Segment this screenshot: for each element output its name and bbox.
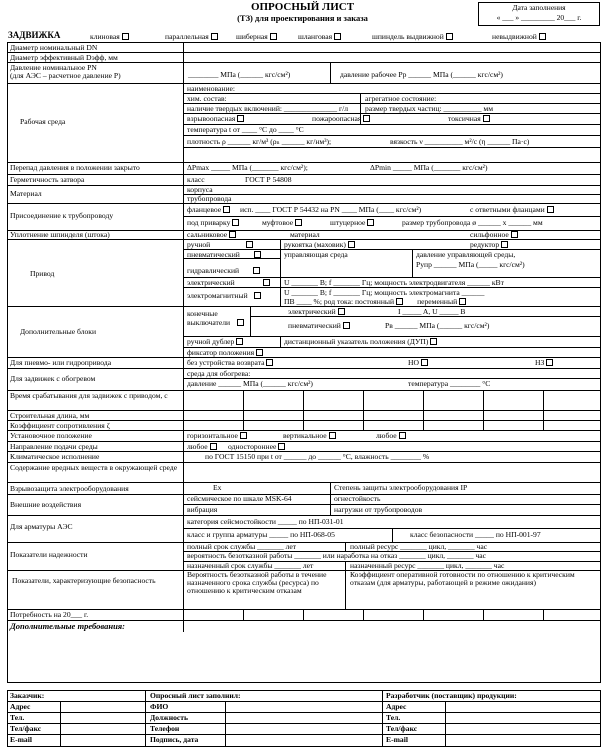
seal-material[interactable]: материал [290, 230, 320, 239]
climate-value[interactable]: по ГОСТ 15150 при t от ______ до ______ °С, влажность ________ % [205, 452, 430, 461]
checkbox[interactable] [211, 33, 218, 40]
pn-text: Давление номинальное PN [10, 63, 97, 72]
install-vertical[interactable] [283, 432, 336, 440]
drive-em[interactable] [187, 292, 261, 300]
reliab-assigned-life[interactable]: назначенный срок службы _______ лет [187, 561, 314, 570]
drive-reducer[interactable] [470, 241, 508, 249]
checkbox[interactable] [237, 115, 244, 122]
blocks-label: Дополнительные блоки [20, 327, 97, 336]
medium-name[interactable]: наименование: [187, 84, 235, 93]
checkbox[interactable] [223, 206, 230, 213]
checkbox[interactable] [253, 267, 260, 274]
weld-option[interactable] [187, 219, 239, 227]
reliab-assigned-res[interactable]: назначенный ресурс _______ цикл, _______ час [350, 561, 505, 570]
drive-em-current: ПВ ____ %; род тока: постоянный [284, 297, 395, 306]
valve-type-gate[interactable] [236, 33, 277, 41]
dp-min[interactable]: ΔPmin _____ МПа (_______ кгс/см²) [370, 163, 488, 172]
checkbox[interactable] [343, 322, 350, 329]
fire-option[interactable] [312, 115, 370, 123]
rule [7, 723, 601, 724]
bellows-label: сильфонное [470, 230, 509, 239]
customer-fax[interactable]: Тел/факс [10, 724, 42, 733]
checkbox[interactable] [396, 298, 403, 305]
checkbox[interactable] [237, 319, 244, 326]
limit-switches[interactable] [187, 310, 244, 327]
pin-option[interactable] [330, 219, 374, 227]
rule [543, 609, 544, 620]
checkbox[interactable] [511, 231, 518, 238]
developer-email[interactable]: E-mail [386, 735, 408, 744]
medium-visc[interactable]: вязкость ν __________ м²/с (η ______ Па·с) [390, 137, 530, 146]
coupling-option[interactable] [262, 219, 302, 227]
medium-temp[interactable]: температура t от ____ °С до ____ °С [187, 125, 304, 134]
checkbox[interactable] [338, 308, 345, 315]
resist-label: Коэффициент сопротивления ζ [10, 421, 110, 430]
dn-text: Диаметр номинальный DN [10, 43, 98, 52]
ext-label: Внешние воздействия [10, 500, 82, 509]
seal-label: Уплотнение шпинделя (штока) [10, 230, 110, 239]
rule [543, 390, 544, 430]
coupling-label: муфтовое [262, 218, 294, 227]
rule [345, 561, 346, 570]
valve-type-nonrising[interactable] [492, 33, 546, 41]
heated-label: Для задвижек с обогревом [10, 374, 96, 383]
flow-label: Направление подачи среды [10, 442, 98, 451]
deff-text: Диаметр эффективный Dэфф, мм [10, 53, 118, 62]
rule [423, 609, 424, 620]
checkbox[interactable] [547, 206, 554, 213]
checkbox[interactable] [122, 33, 129, 40]
rule [392, 528, 393, 542]
material-pipe[interactable]: трубопровода [187, 194, 232, 203]
valve-type-parallel[interactable] [165, 33, 218, 41]
checkbox[interactable] [539, 33, 546, 40]
flow-one[interactable] [228, 443, 285, 451]
heated-medium[interactable]: среда для обогрева: [187, 369, 251, 378]
ex-label: Взрывозащита электрооборудования [10, 484, 129, 493]
checkbox[interactable] [254, 292, 261, 299]
drive-pneumatic[interactable] [187, 251, 261, 259]
rule [183, 249, 601, 250]
drive-control-medium[interactable]: управляющая среда [284, 250, 348, 259]
date-label: Дата заполнения [512, 3, 566, 12]
fire-label: пожароопасная [312, 114, 362, 123]
install-any[interactable] [376, 432, 406, 440]
customer-phone[interactable]: Тел. [10, 713, 25, 722]
rule [330, 482, 331, 515]
pn-note: (для АЭС – расчетное давление P) [10, 70, 121, 80]
frame-label-divider [183, 42, 184, 632]
rule [7, 494, 601, 495]
install-vertical-label: вертикальное [283, 431, 327, 440]
deff-label [10, 54, 170, 62]
ext-seismic[interactable]: сейсмическое по шкале MSK-64 [187, 494, 292, 503]
reliab-full-res[interactable]: полный ресурс _______ цикл, _______ час [350, 542, 488, 551]
valve-type-label: невыдвижной [492, 32, 537, 41]
medium-aggr[interactable]: агрегатное состояние: [365, 94, 437, 103]
drive-electric-label: электрический [187, 278, 235, 287]
flow-one-label: одностороннее [228, 442, 277, 451]
rule [183, 216, 601, 217]
install-horizontal-label: горизонтальное [187, 431, 238, 440]
rule [183, 194, 601, 195]
fixer-label: фиксатор положения [187, 348, 255, 357]
material-label: Материал [10, 189, 42, 198]
rule [363, 609, 364, 620]
checkbox[interactable] [232, 219, 239, 226]
rule [445, 701, 446, 746]
filled-signature[interactable]: Подпись, дата [150, 735, 199, 744]
rule [7, 482, 601, 483]
drive-em-variable: переменный [417, 297, 458, 306]
valve-type-row [8, 31, 60, 40]
customer-label: Заказчик: [10, 691, 45, 700]
checkbox[interactable] [263, 279, 270, 286]
rule [345, 542, 346, 551]
rule [7, 746, 601, 747]
rule [7, 542, 601, 543]
toxic-option[interactable] [448, 115, 490, 123]
rule [7, 368, 601, 369]
pn-value[interactable]: ________ МПа (______ кгс/см²) [188, 70, 291, 79]
nz-label: НЗ [535, 358, 545, 367]
normally-open[interactable] [408, 359, 428, 367]
reliab-full-life[interactable]: полный срок службы _______ лет [187, 542, 297, 551]
drive-electric-params[interactable]: U _______ B; f _______ Гц; мощность электродвигателя ______ кВт [284, 278, 504, 287]
climate-label: Климатическое исполнение [10, 452, 100, 461]
time-label: Время срабатывания для задвижек с приводом, с [10, 391, 168, 400]
flange-label: фланцевое [187, 205, 222, 214]
blocks-electric-label: электрический [288, 307, 336, 316]
heated-temp[interactable]: температура ________ °С [408, 379, 491, 388]
flow-any-label: любое [187, 442, 208, 451]
npp-label: Для арматуры АЭС [10, 522, 73, 531]
pr-value[interactable]: давление рабочее Pp ______ МПа (______ кгс/см²) [340, 70, 503, 79]
material-body[interactable]: корпуса [187, 185, 213, 194]
checkbox[interactable] [236, 338, 243, 345]
install-label: Установочное положение [10, 431, 92, 440]
checkbox[interactable] [399, 432, 406, 439]
drive-ctrl-pressure: давление управляющей среды, [416, 250, 516, 259]
ext-loads[interactable]: нагрузки от трубопроводов [334, 505, 423, 514]
medium-chem[interactable]: хим. состав: [187, 94, 227, 103]
valve-type-wedge[interactable] [90, 33, 129, 41]
drive-em-params2[interactable] [284, 298, 466, 306]
manual-backup[interactable] [187, 338, 243, 346]
filled-fio[interactable]: ФИО [150, 702, 169, 711]
date-value: « ___ » _________ 20___ г. [496, 12, 582, 22]
dn-label [10, 44, 170, 52]
blocks-pb[interactable]: Pв ______ МПа (______ кгс/см²) [385, 321, 490, 330]
pin-label: штуцерное [330, 218, 366, 227]
rule [7, 701, 601, 702]
drive-pneumatic-label: пневматический [187, 250, 240, 259]
frame-right [600, 42, 601, 682]
medium-solids[interactable]: наличие твердых включений: ______________ г/л [187, 104, 348, 113]
drive-manual-label: ручной [187, 240, 211, 249]
heated-pressure[interactable]: давление ______ МПа (______ кгс/см²) [187, 379, 313, 388]
position-fixer[interactable] [187, 349, 263, 357]
valve-type-label: шпиндель выдвижной [372, 32, 444, 41]
checkbox[interactable] [278, 443, 285, 450]
filled-phone[interactable]: Телефон [150, 724, 180, 733]
dp-label: Перепад давления в положении закрыто [10, 163, 140, 172]
harmful-label: Содержание вредных веществ в окружающей среде [10, 463, 178, 472]
medium-density[interactable]: плотность ρ ______ кг/м³ (ρₙ ______ кг/нм³); [187, 137, 332, 146]
rule [303, 609, 304, 620]
frame-left [7, 42, 8, 682]
drive-em-params[interactable]: U _______ B; f _______ Гц; мощность электромагнита ______ [284, 288, 485, 297]
dp-max[interactable]: ΔPmax _____ МПа (_______ кгс/см²); [187, 163, 308, 172]
remote-indicator[interactable] [284, 338, 437, 346]
rule [243, 390, 244, 430]
drive-manual[interactable] [187, 241, 253, 249]
counter-flanges-label: с ответными фланцами [470, 205, 545, 214]
rule [183, 135, 601, 136]
rule [7, 174, 601, 175]
rule [7, 682, 601, 683]
tight-gost: ГОСТ Р 54808 [245, 175, 292, 184]
ext-fire[interactable]: огнестойкость [334, 494, 381, 503]
npp-seismic[interactable]: категория сейсмостойкости _____ по НП-031-01 [187, 517, 344, 526]
checkbox[interactable] [270, 33, 277, 40]
install-any-label: любое [376, 431, 397, 440]
filled-position[interactable]: Должность [150, 713, 188, 722]
page-subtitle: (ТЗ) для проектирования и заказа [237, 13, 368, 23]
blocks-electric-params[interactable]: I _____ A, U _____ B [398, 307, 466, 316]
blocks-pneumatic[interactable] [288, 322, 350, 330]
medium-particles[interactable]: размер твердых частиц: __________ мм [365, 104, 494, 113]
developer-fax[interactable]: Тел/факс [386, 724, 418, 733]
rule [7, 203, 601, 204]
install-horizontal[interactable] [187, 432, 247, 440]
rule [345, 570, 346, 609]
gland-label: сальниковое [187, 230, 228, 239]
rule [7, 734, 601, 735]
pipe-size[interactable]: размер трубопровода ø ______ x ______ мм [402, 218, 543, 227]
explosive-label: взрывоопасная [187, 114, 236, 123]
filled-label: Опросный лист заполнил: [150, 691, 241, 700]
flange-option[interactable] [187, 206, 230, 214]
no-return[interactable] [187, 359, 273, 367]
checkbox[interactable] [334, 33, 341, 40]
limit-label: конечные выключатели [187, 309, 231, 327]
tight-label: Герметичность затвора [10, 175, 85, 184]
safety-left: Вероятность безотказной работы в течение назначенного срока службы (ресурса) по отношению к критическим отказам [187, 570, 327, 595]
valve-type-rising-stem[interactable] [372, 33, 453, 41]
checkbox[interactable] [483, 115, 490, 122]
ex-degree[interactable]: Степень защиты электрооборудования IP [334, 483, 468, 492]
rule [303, 390, 304, 430]
rule [183, 147, 601, 148]
rule [7, 712, 601, 713]
ex-value[interactable]: Ex [213, 483, 222, 492]
blocks-electric[interactable] [288, 308, 345, 316]
valve-type-label: клиновая [90, 32, 120, 41]
drive-hydraulic[interactable] [187, 267, 260, 275]
drive-label: Привод [30, 269, 55, 278]
checkbox[interactable] [430, 338, 437, 345]
reliab-prob[interactable]: вероятность безотказной работы _______ или наработка на отказ _______ цикл, _______ час [187, 551, 487, 560]
checkbox[interactable] [246, 241, 253, 248]
rule [250, 316, 601, 317]
additional-label: Дополнительные требования: [10, 621, 125, 631]
drive-electric[interactable] [187, 279, 270, 287]
rule [145, 690, 146, 746]
gland-option[interactable] [187, 231, 236, 239]
drive-handle[interactable] [284, 241, 355, 249]
pn-label [10, 64, 170, 80]
reliab-label: Показатели надежности [10, 550, 88, 559]
flange-isp[interactable]: исп. ____ ГОСТ Р 54432 на PN ____ МПа (____ кгс/см²) [240, 205, 422, 214]
ext-vibration[interactable]: вибрация [187, 505, 218, 514]
rule [7, 609, 601, 610]
npp-safety-class[interactable]: класс безопасности _____ по НП-001-97 [410, 530, 541, 539]
valve-type-label: шиберная [236, 32, 268, 41]
rule [7, 515, 601, 516]
checkbox[interactable] [367, 219, 374, 226]
flow-any[interactable] [187, 443, 217, 451]
rule [7, 690, 8, 746]
checkbox[interactable] [459, 298, 466, 305]
no-label: НО [408, 358, 419, 367]
checkbox[interactable] [363, 115, 370, 122]
npp-class-group[interactable]: класс и группа арматуры _____ по НП-068-05 [187, 530, 335, 539]
rule [330, 62, 331, 83]
rule [483, 390, 484, 430]
length-label: Строительная длина, мм [10, 411, 90, 420]
rule [250, 306, 251, 336]
rule [7, 410, 601, 411]
demand-label: Потребность на 20___ г. [10, 610, 89, 619]
drive-reducer-label: редуктор [470, 240, 500, 249]
toxic-label: токсичная [448, 114, 481, 123]
customer-email[interactable]: E-mail [10, 735, 32, 744]
checkbox[interactable] [546, 359, 553, 366]
rule [382, 690, 383, 746]
checkbox[interactable] [446, 33, 453, 40]
drive-hydraulic-label: гидравлический [187, 266, 240, 275]
pneumo-label: Для пневмо- или гидропривода [10, 358, 112, 367]
page-title: ОПРОСНЫЙ ЛИСТ [250, 1, 355, 13]
rule [363, 390, 364, 430]
checkbox[interactable] [295, 219, 302, 226]
developer-label: Разработчик (поставщик) продукции: [386, 691, 517, 700]
valve-type-hose[interactable] [298, 33, 341, 41]
developer-phone[interactable]: Тел. [386, 713, 401, 722]
tight-class[interactable]: класс [187, 175, 205, 184]
rule [280, 336, 281, 347]
safety-right: Коэффициент оперативной готовности по отношению к критическим отказам (для арматуры, работающей в режиме ожидания) [350, 570, 575, 587]
weld-label: под приварку [187, 218, 231, 227]
checkbox[interactable] [421, 359, 428, 366]
no-return-label: без устройства возврата [187, 358, 265, 367]
developer-address[interactable]: Адрес [386, 702, 407, 711]
drive-handle-label: рукоятка (маховик) [284, 240, 346, 249]
checkbox[interactable] [229, 231, 236, 238]
normally-closed[interactable] [535, 359, 553, 367]
checkbox[interactable] [501, 241, 508, 248]
blocks-pneumatic-label: пневматический [288, 321, 341, 330]
valve-type-label: параллельная [165, 32, 209, 41]
date-box[interactable] [478, 2, 600, 26]
connection-label: Присоединение к трубопроводу [10, 211, 114, 220]
checkbox[interactable] [256, 349, 263, 356]
rule [60, 701, 61, 746]
bellows-option[interactable] [470, 231, 518, 239]
remote-indicator-label: дистанционный указатель положения (ДУП) [284, 337, 429, 346]
checkbox[interactable] [348, 241, 355, 248]
medium-label: Рабочая среда [20, 117, 66, 126]
rule [183, 113, 601, 114]
checkbox[interactable] [240, 432, 247, 439]
rule [7, 83, 601, 84]
rule [600, 690, 601, 746]
drive-ctrl-pressure-value[interactable]: Pупр ______ МПа (_____ кгс/см²) [416, 260, 525, 269]
checkbox[interactable] [254, 251, 261, 258]
drive-em-label: электромагнитный [187, 291, 248, 300]
counter-flanges-option[interactable] [470, 206, 554, 214]
checkbox[interactable] [329, 432, 336, 439]
valve-label: ЗАДВИЖКА [8, 30, 61, 40]
rule [243, 609, 244, 620]
rule [423, 390, 424, 430]
rule [225, 701, 226, 746]
checkbox[interactable] [210, 443, 217, 450]
manual-backup-label: ручной дублер [187, 337, 235, 346]
checkbox[interactable] [266, 359, 273, 366]
explosive-option[interactable] [187, 115, 244, 123]
rule [483, 609, 484, 620]
rule [412, 249, 413, 277]
safety-label: Показатели, характеризующие безопасность [12, 576, 156, 585]
customer-address[interactable]: Адрес [10, 702, 31, 711]
rule [7, 185, 601, 186]
valve-type-label: шланговая [298, 32, 333, 41]
